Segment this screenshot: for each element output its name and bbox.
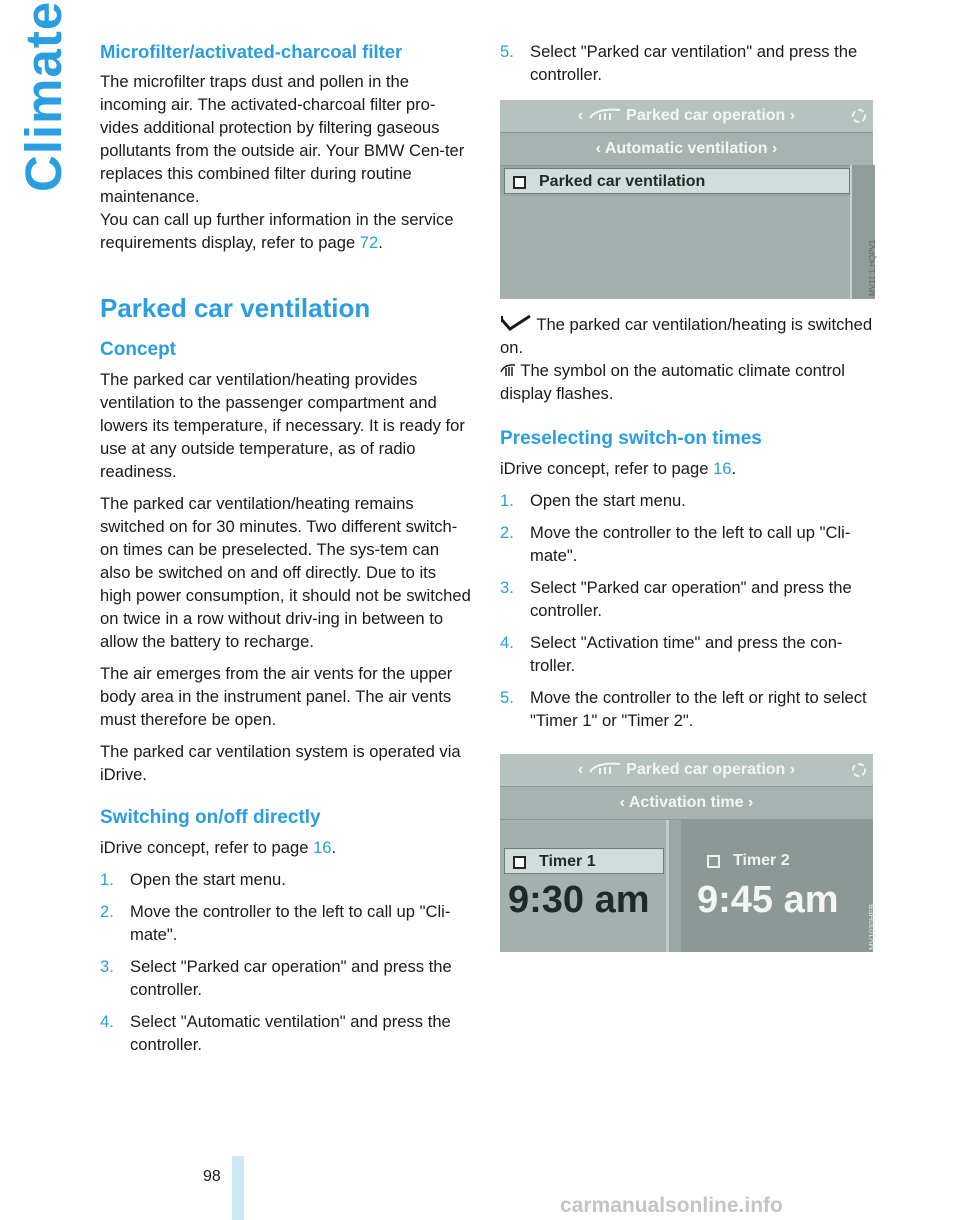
menu-bar-parked-car-operation[interactable]	[500, 754, 873, 787]
switching-heading: Switching on/off directly	[100, 807, 321, 828]
step-text: Select "Parked car operation" and press the controller.	[130, 957, 452, 999]
list-item	[500, 686, 874, 732]
right-arrow-icon: ›	[748, 794, 754, 811]
checkbox-icon	[707, 855, 720, 868]
timer-2-time: 9:45 am	[697, 879, 839, 921]
step-text: Select "Automatic ventilation" and press the controller.	[130, 1012, 451, 1054]
menu-bar-parked-car-operation[interactable]	[500, 100, 873, 133]
timer-1-label: Timer 1	[539, 853, 596, 870]
menu-bar-label: Activation time	[628, 794, 744, 811]
checkmark-icon	[500, 314, 532, 332]
page-72-link[interactable]: 72	[359, 233, 379, 252]
list-item	[100, 955, 472, 1001]
step-5-list	[500, 40, 874, 86]
option-parked-car-ventilation[interactable]	[504, 168, 850, 194]
ventilation-symbol-icon	[500, 362, 516, 378]
page-16-link[interactable]: 16	[713, 459, 732, 478]
microfilter-heading: Microfilter/activated-charcoal filter	[100, 41, 403, 62]
step-number: 1.	[100, 870, 114, 889]
step-number: 1.	[500, 491, 514, 510]
list-item	[500, 489, 874, 512]
page-number: 98	[203, 1168, 221, 1185]
step-number: 2.	[500, 523, 514, 542]
right-arrow-icon: ›	[772, 140, 778, 157]
menu-bar-automatic-ventilation[interactable]	[500, 133, 873, 166]
list-item	[500, 576, 874, 622]
idrive-screen-activation-time	[500, 754, 877, 952]
left-arrow-icon: ‹	[577, 761, 588, 778]
preselect-steps	[500, 489, 874, 732]
concept-paragraph-3: The air emerges from the air vents for the upper body area in the instrument panel. The air vents must therefore be open.	[100, 664, 453, 729]
status-switched-on	[500, 313, 874, 359]
preselect-ref-period: .	[731, 459, 737, 478]
step-number: 4.	[500, 633, 514, 652]
list-item	[500, 631, 874, 677]
menu-bar-label: Automatic ventilation	[604, 140, 768, 157]
step-text: Move the controller to the left to call up "Cli-mate".	[530, 523, 851, 565]
menu-bar-activation-time[interactable]	[500, 787, 873, 820]
screen-panel	[500, 196, 850, 299]
timer-1-panel[interactable]	[500, 820, 669, 952]
menu-bar-label: Parked car operation	[626, 107, 786, 124]
step-number: 3.	[100, 957, 114, 976]
step-text: Open the start menu.	[130, 870, 286, 889]
concept-paragraph-1: The parked car ventilation/heating provides ventilation to the passenger compartment and lowers its temperature, if necessary. It is ready for use at any outside temperature, as of radio readiness.	[100, 370, 465, 481]
timer-2-label: Timer 2	[733, 852, 790, 869]
concept-paragraph-2: The parked car ventilation/heating remains switched on for 30 minutes. Two different switch-on times can be preselected. The sys-tem can also be switched on and off directly. Due to its high power consumption, it should not be switched on twice in a row without driv-ing in between to allow the battery to recharge.	[100, 494, 471, 651]
preselect-ref	[500, 457, 874, 480]
microfilter-paragraph: The microfilter traps dust and pollen in the incoming air. The activated-charcoal filter pro-vides additional protection by filtering gaseous pollutants from the outside air. Your BMW Cen-ter replaces this combined filter during routine maintenance.	[100, 72, 465, 206]
service-requirements-paragraph	[100, 208, 472, 254]
controller-rotate-icon	[849, 760, 869, 780]
step-number: 5.	[500, 42, 514, 61]
step-number: 5.	[500, 688, 514, 707]
controller-rotate-icon	[849, 106, 869, 126]
step-number: 2.	[100, 902, 114, 921]
left-arrow-icon: ‹	[619, 794, 629, 811]
list-item	[500, 40, 874, 86]
list-item	[100, 900, 472, 946]
status-symbol-flashes	[500, 359, 874, 405]
timer-1-option[interactable]	[504, 848, 664, 874]
option-label: Parked car ventilation	[539, 173, 706, 190]
timer-2-panel[interactable]	[681, 820, 877, 952]
right-column	[500, 40, 877, 952]
preselect-heading: Preselecting switch-on times	[500, 428, 762, 449]
checkbox-icon	[513, 856, 526, 869]
service-ref-period: .	[378, 233, 383, 252]
step-text: Select "Parked car ventilation" and press the controller.	[530, 42, 858, 84]
list-item	[100, 868, 472, 891]
checkbox-icon	[513, 176, 526, 189]
figure-code: MV1030HEB	[868, 903, 877, 950]
switching-ref-text: iDrive concept, refer to page	[100, 838, 314, 857]
page-16-link[interactable]: 16	[313, 838, 332, 857]
left-column	[100, 40, 472, 1065]
section-heading: Parked car ventilation	[100, 293, 371, 323]
list-item	[100, 1010, 472, 1056]
switching-ref-period: .	[331, 838, 337, 857]
step-text: Open the start menu.	[530, 491, 686, 510]
chapter-side-title: Climate	[15, 0, 72, 192]
watermark: carmanualsonline.info	[560, 1194, 783, 1217]
step-text: Move the controller to the left to call up "Cli-mate".	[130, 902, 451, 944]
step-text: Select "Activation time" and press the con-troller.	[530, 633, 843, 675]
status-text-2: The symbol on the automatic climate control display flashes.	[500, 361, 845, 403]
figure-code: MV11 1.HQPV1	[868, 239, 877, 296]
step-number: 3.	[500, 578, 514, 597]
timer-1-time: 9:30 am	[508, 879, 650, 921]
menu-bar-label: Parked car operation	[626, 761, 786, 778]
preselect-ref-text: iDrive concept, refer to page	[500, 459, 714, 478]
right-arrow-icon: ›	[789, 761, 796, 778]
service-ref-text: You can call up further information in the service requirements display, refer to page	[100, 210, 454, 252]
ventilation-icon	[588, 106, 622, 122]
step-text: Select "Parked car operation" and press the controller.	[530, 578, 852, 620]
concept-paragraph-4: The parked car ventilation system is operated via iDrive.	[100, 742, 461, 784]
step-number: 4.	[100, 1012, 114, 1031]
step-text: Move the controller to the left or right to select "Timer 1" or "Timer 2".	[530, 688, 867, 730]
status-text-1: The parked car ventilation/heating is switched on.	[500, 315, 873, 357]
switching-steps	[100, 868, 472, 1056]
idrive-screen-parked-ventilation	[500, 100, 877, 299]
list-item	[500, 521, 874, 567]
page-marker-bar	[232, 1156, 244, 1220]
switching-ref	[100, 836, 472, 859]
concept-heading: Concept	[100, 339, 176, 360]
timer-2-option[interactable]	[703, 848, 790, 874]
left-arrow-icon: ‹	[595, 140, 605, 157]
left-arrow-icon: ‹	[577, 107, 588, 124]
right-arrow-icon: ›	[789, 107, 796, 124]
ventilation-icon	[588, 760, 622, 776]
